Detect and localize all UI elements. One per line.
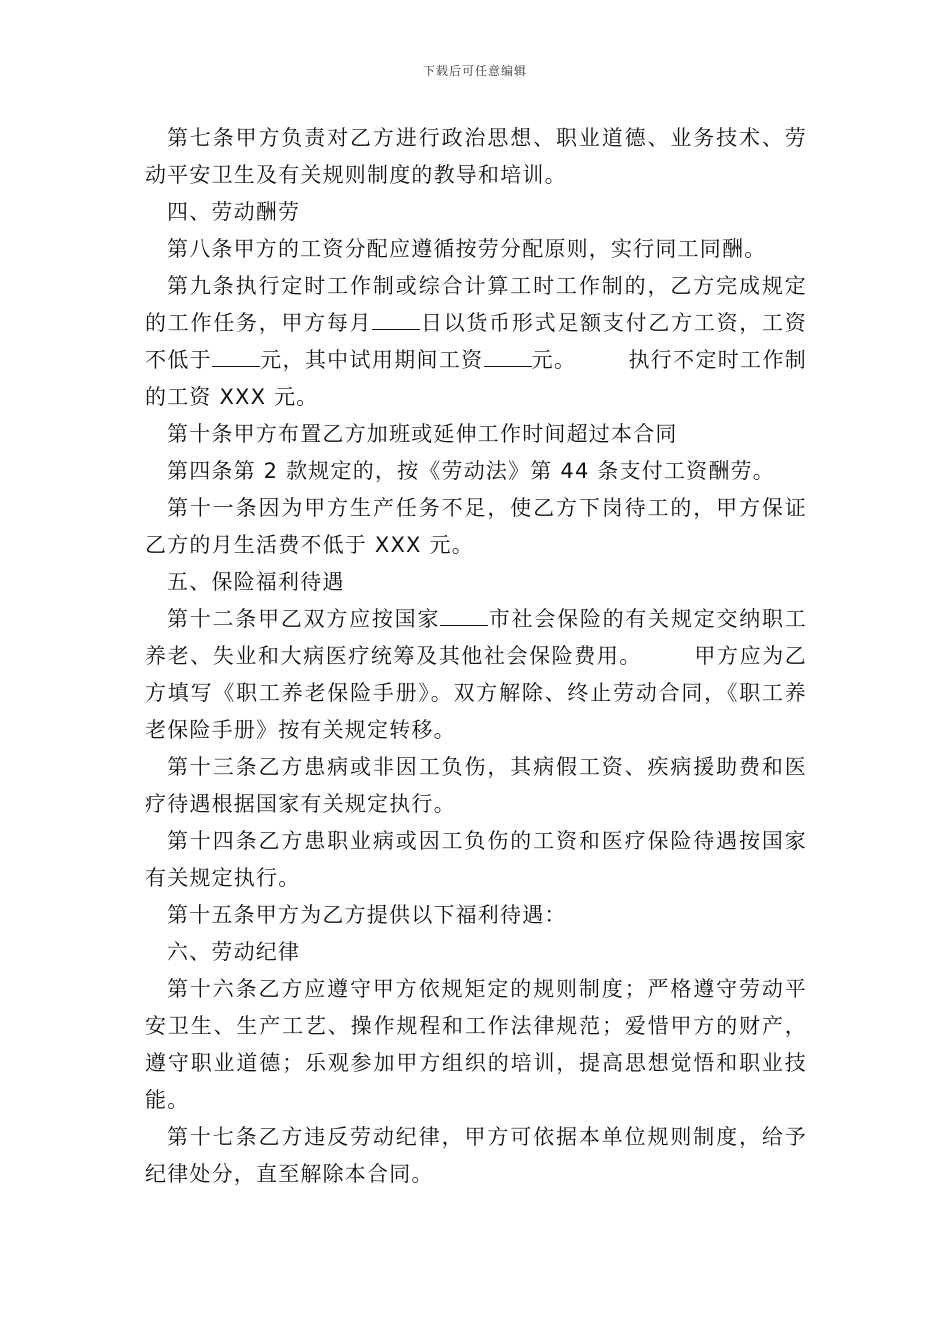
article-10-line-2: 第四条第 2 款规定的，按《劳动法》第 44 条支付工资酬劳。 — [167, 459, 775, 483]
article-11: 第十一条因为甲方生产任务不足，使乙方下岗待工的，甲方保证乙方的月生活费不低于 XXX 元。 — [145, 496, 807, 557]
article-9-text-b: 日以货币形式足额支付乙方工资，工资不低于 — [145, 311, 807, 372]
article-7: 第七条甲方负责对乙方进行政治思想、职业道德、业务技术、劳动平安卫生及有关规则制度的教导和培训。 — [145, 126, 807, 187]
contract-body — [145, 120, 807, 1193]
article-9-text-e: 执行不定时工作制的工资 XXX 元。 — [145, 348, 807, 409]
article-10-line-1: 第十条甲方布置乙方加班或延伸工作时间超过本合同 — [167, 422, 678, 446]
blank-line — [440, 605, 488, 626]
article-12-text-c: 甲方应为乙方填写《职工养老保险手册》。双方解除、终止劳动合同，《职工养老保险手册》按有关规定转移。 — [145, 644, 807, 742]
blank-line — [372, 309, 420, 330]
article-12-text-a: 第十二条甲乙双方应按国家 — [167, 607, 441, 631]
article-9-text-d: 元。 — [531, 348, 577, 372]
blank-line — [484, 346, 532, 367]
article-14: 第十四条乙方患职业病或因工负伤的工资和医疗保险待遇按国家有关规定执行。 — [145, 829, 807, 890]
article-9-text-a: 第九条执行定时工作制或综合计算工时工作制的，乙方完成规定的工作任务，甲方每月 — [145, 274, 807, 335]
section-heading-5: 五、保险福利待遇 — [167, 570, 345, 594]
section-heading-6: 六、劳动纪律 — [167, 940, 301, 964]
article-15: 第十五条甲方为乙方提供以下福利待遇： — [167, 903, 567, 927]
article-13: 第十三条乙方患病或非因工负伤，其病假工资、疾病援助费和医疗待遇根据国家有关规定执行。 — [145, 755, 807, 816]
blank-line — [212, 346, 260, 367]
section-heading-4: 四、劳动酬劳 — [167, 200, 301, 224]
article-12 — [145, 601, 807, 749]
article-12-text-b: 市社会保险的有关规定交纳职工养老、失业和大病医疗统筹及其他社会保险费用。 — [145, 607, 807, 668]
article-16: 第十六条乙方应遵守甲方依规矩定的规则制度；严格遵守劳动平安卫生、生产工艺、操作规程和工作法律规范；爱惜甲方的财产，遵守职业道德；乐观参加甲方组织的培训，提高思想觉悟和职业技能。 — [145, 977, 807, 1112]
article-9-text-c: 元，其中试用期间工资 — [260, 348, 484, 372]
header-note: 下载后可任意编辑 — [422, 64, 527, 78]
article-9 — [145, 268, 807, 416]
article-17: 第十七条乙方违反劳动纪律，甲方可依据本单位规则制度，给予纪律处分，直至解除本合同。 — [145, 1125, 807, 1186]
article-8: 第八条甲方的工资分配应遵循按劳分配原则，实行同工同酬。 — [167, 237, 767, 261]
